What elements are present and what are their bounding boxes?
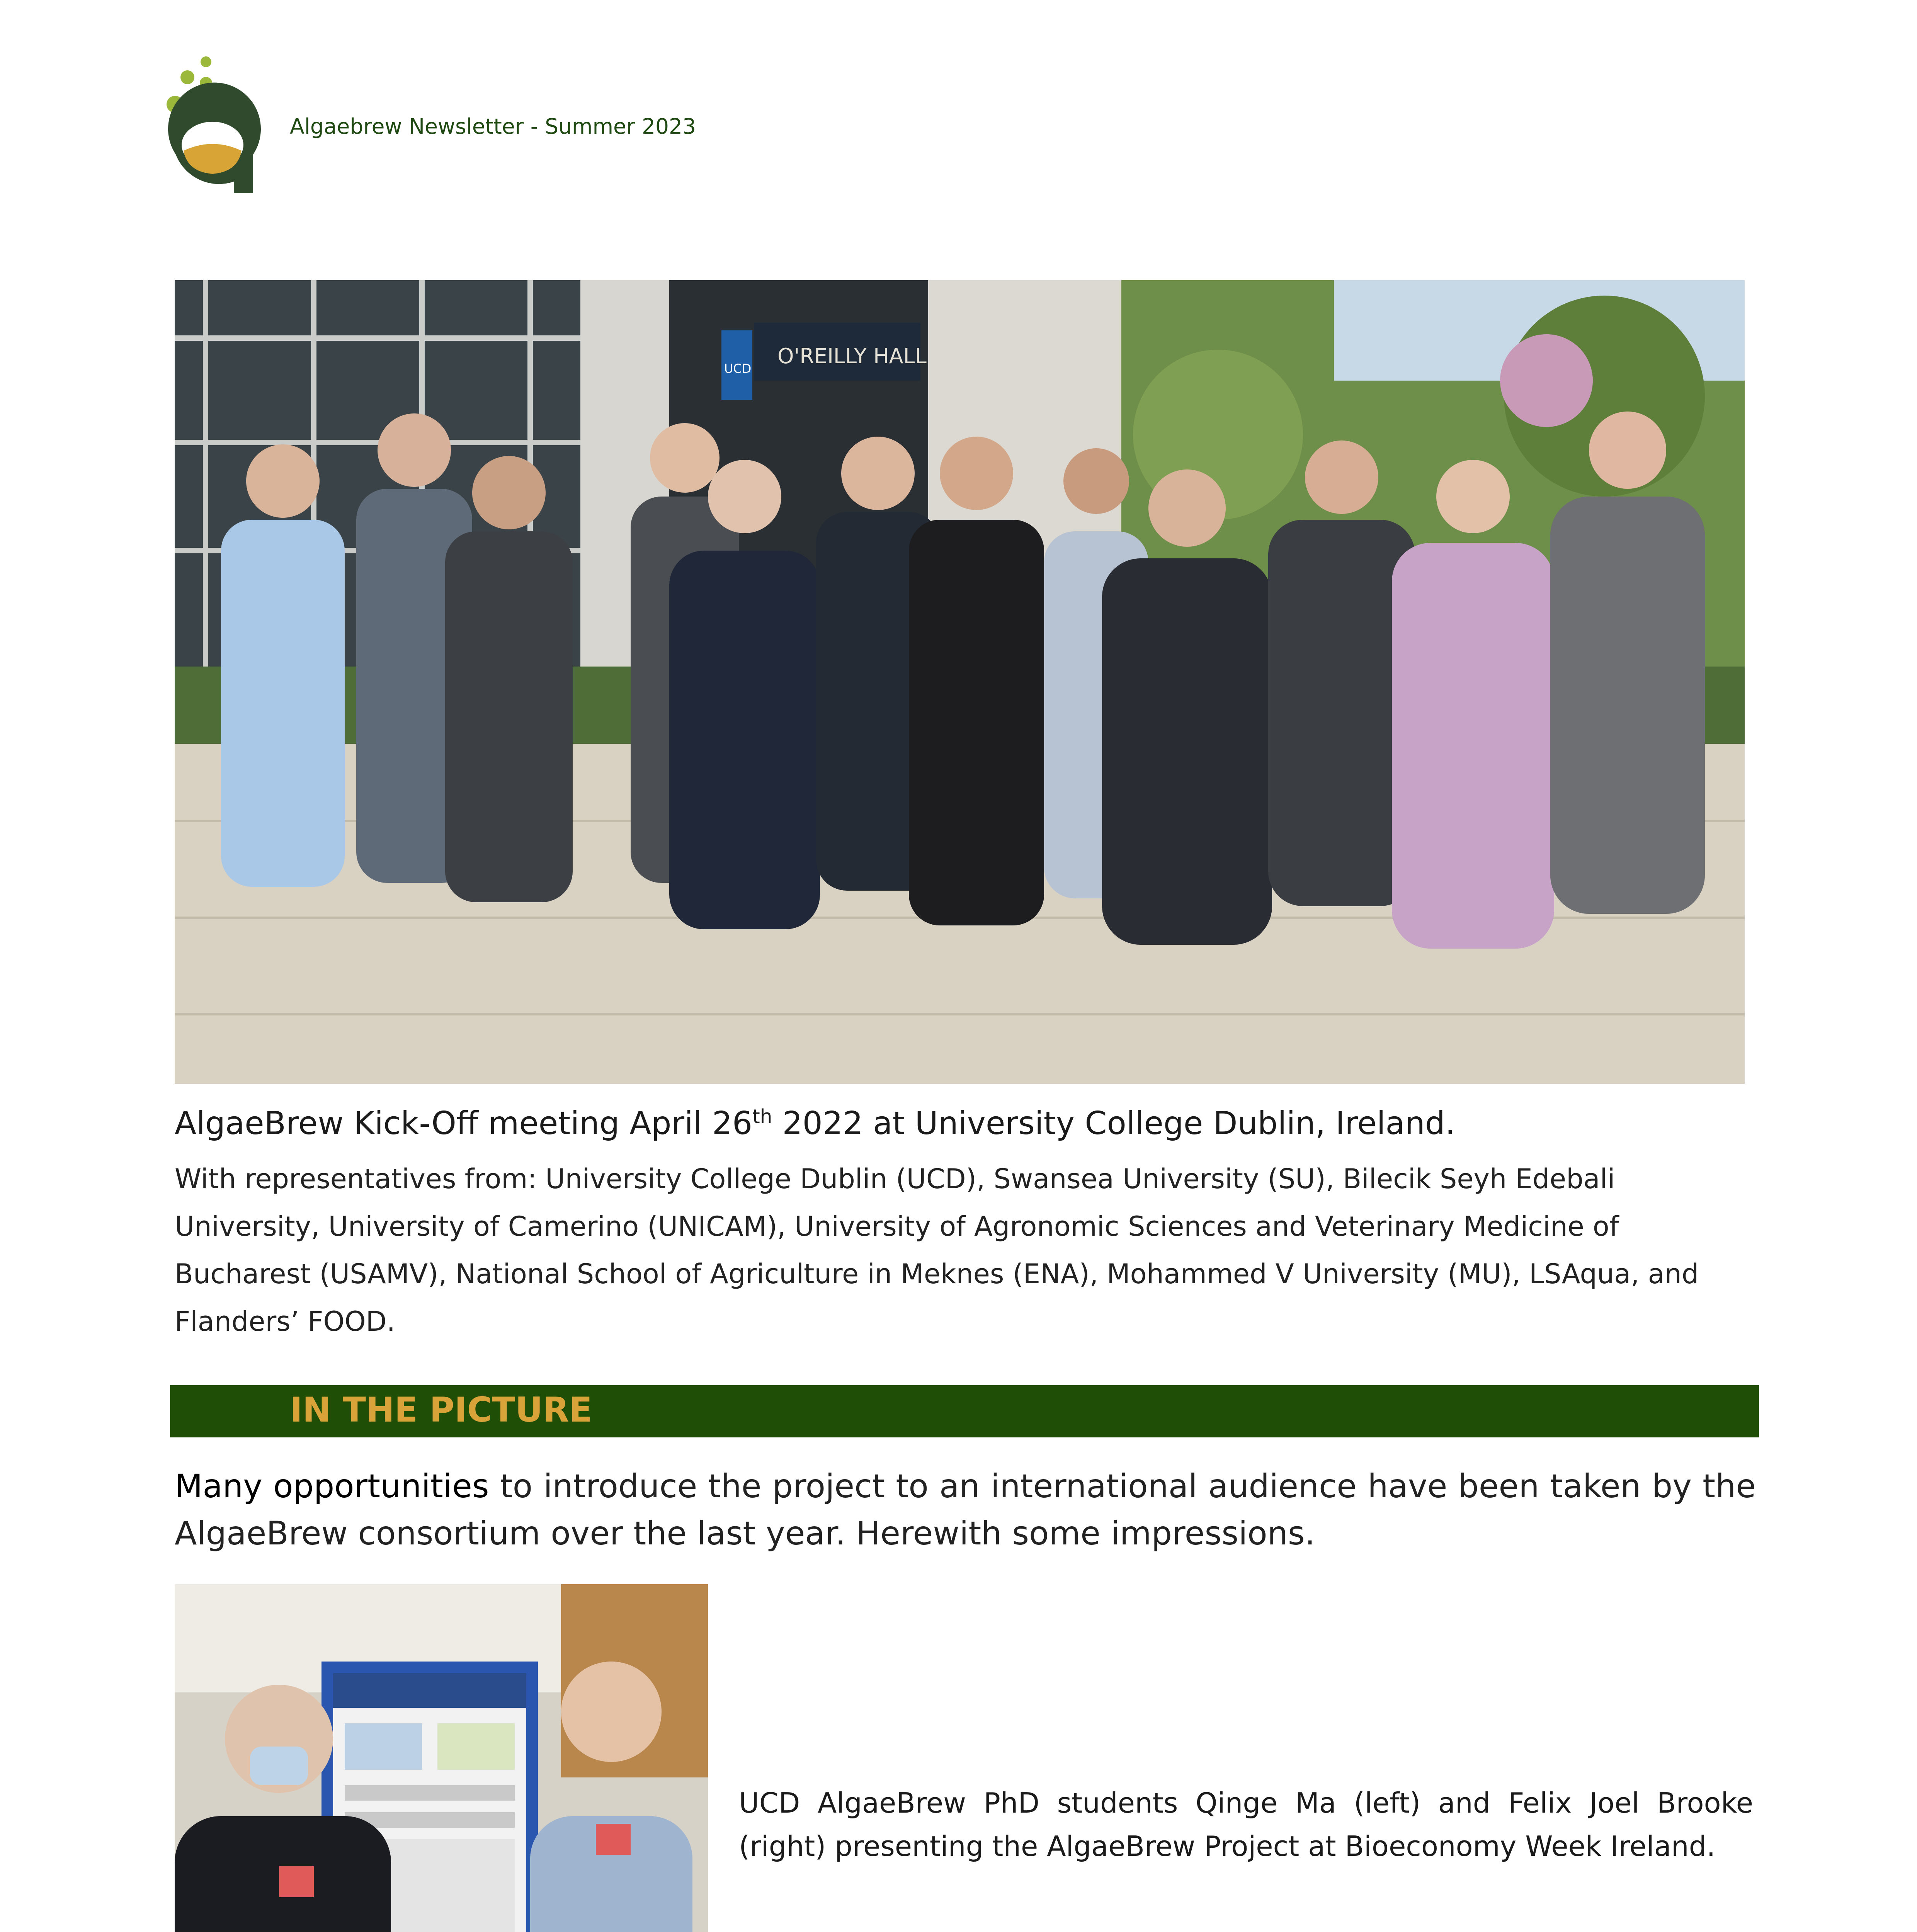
ucd-badge-text: UCD (724, 361, 752, 376)
kickoff-caption-body: With representatives from: University College Dublin (UCD), Swansea University (SU), Bilecik Seyh Edebali University, University of Camerino (UNICAM), University of Agronomic Sciences and Veterinary Medicine of Bucharest (USAMV), National School of Agriculture in Meknes (ENA), Mohammed V University (MU), LSAqua, and Flanders’ FOOD. (175, 1163, 1699, 1337)
intro-rest: to introduce the project to an international audience have been taken by the AlgaeBrew consortium over the last year. Herewith some impressions. (175, 1467, 1756, 1552)
bioeconomy-week-caption: UCD AlgaeBrew PhD students Qinge Ma (left) and Felix Joel Brooke (right) presenting the AlgaeBrew Project at Bioeconomy Week Ireland. (739, 1787, 1753, 1862)
bioeconomy-week-photo (175, 1584, 708, 1932)
caption-title-main: AlgaeBrew Kick-Off meeting April 26 (175, 1105, 753, 1142)
oreilly-hall-sign: O'REILLY HALL (777, 344, 927, 368)
kickoff-group-photo (175, 280, 1745, 1084)
section-title: IN THE PICTURE (290, 1390, 592, 1430)
caption-title-rest: 2022 at University College Dublin, Ireland. (772, 1105, 1455, 1142)
kickoff-caption-title (175, 1105, 1455, 1142)
algaebrew-logo (160, 54, 269, 197)
caption-title-superscript: th (752, 1105, 772, 1128)
section-header-bar (170, 1385, 1759, 1437)
intro-paragraph (175, 1463, 1756, 1557)
intro-lead: Many opportunities (175, 1467, 489, 1505)
newsletter-title: Algaebrew Newsletter - Summer 2023 (290, 114, 696, 139)
